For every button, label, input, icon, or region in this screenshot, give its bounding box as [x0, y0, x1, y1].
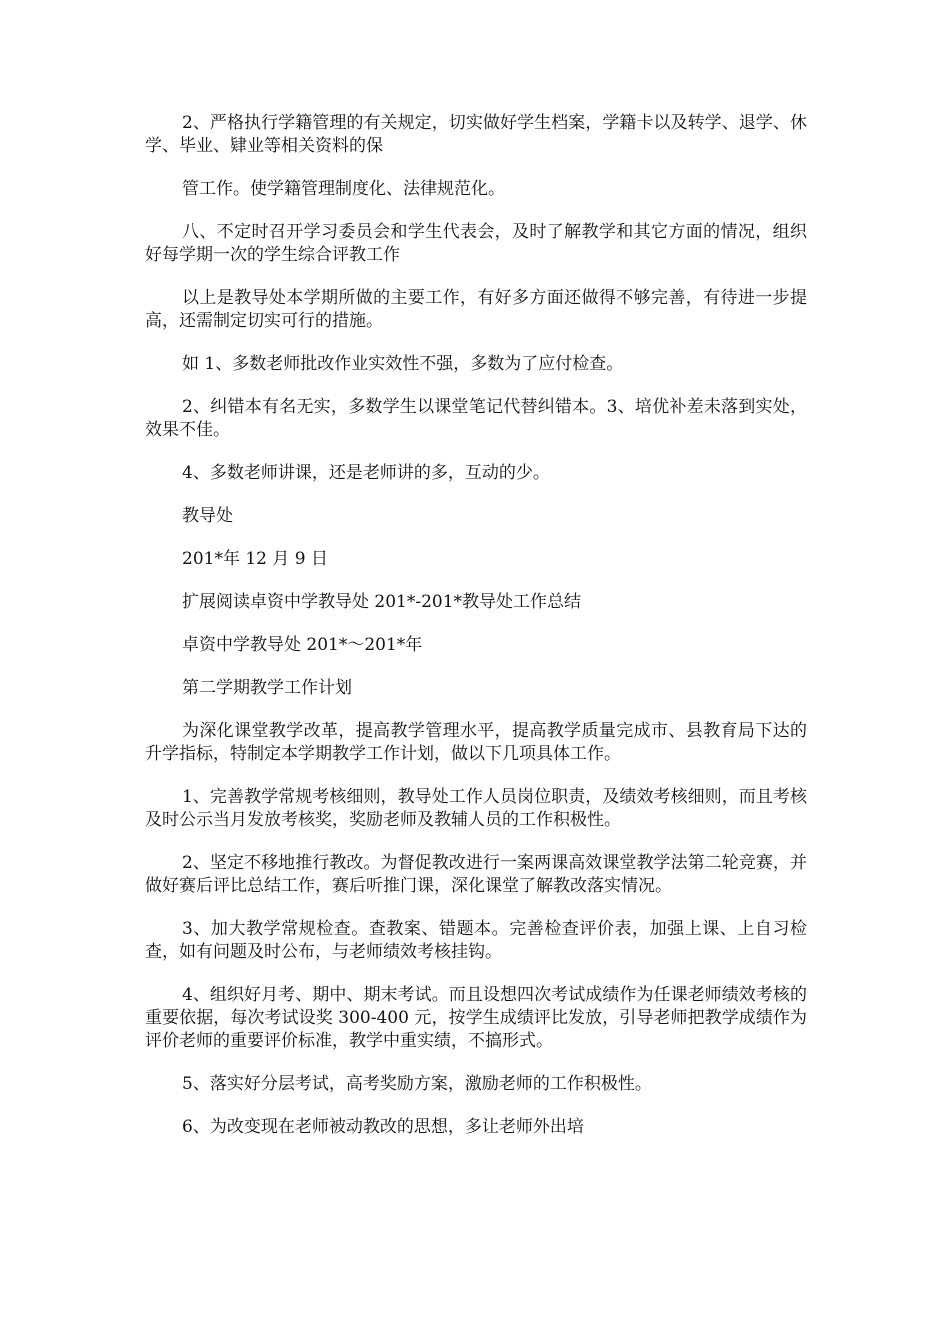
paragraph-records-management: 管工作。使学籍管理制度化、法律规范化。 [182, 179, 505, 199]
paragraph-issue-1: 如 1、多数老师批改作业实效性不强，多数为了应付检查。 [182, 354, 624, 374]
plan-item-2: 2、坚定不移地推行教改。为督促教改进行一案两课高效课堂教学法第二轮竞赛，并做好赛后评比总结工作，赛后听推门课，深化课堂了解教改落实情况。 [145, 853, 807, 896]
plan-item-4: 4、组织好月考、期中、期末考试。而且设想四次考试成绩作为任课老师绩效考核的重要依据，每次考试设奖 300-400 元，按学生成绩评比发放，引导老师把教学成绩作为评价老师的重要评价标准，教学中重实绩，不搞形式。 [145, 985, 807, 1051]
plan-item-6: 6、为改变现在老师被动教改的思想，多让老师外出培 [182, 1117, 584, 1137]
document-page [145, 112, 807, 1159]
signature-date: 201*年 12 月 9 日 [182, 549, 329, 569]
plan-item-3: 3、加大教学常规检查。查教案、错题本。完善检查评价表，加强上课、上自习检查，如有问题及时公布，与老师绩效考核挂钩。 [145, 919, 807, 962]
plan-heading-semester: 第二学期教学工作计划 [182, 678, 352, 698]
plan-intro: 为深化课堂教学改革，提高教学管理水平，提高教学质量完成市、县教育局下达的升学指标，特制定本学期教学工作计划，做以下几项具体工作。 [145, 721, 807, 764]
plan-item-1: 1、完善教学常规考核细则，教导处工作人员岗位职责，及绩效考核细则，而且考核及时公示当月发放考核奖，奖励老师及教辅人员的工作积极性。 [145, 787, 807, 830]
paragraph-issue-4: 4、多数老师讲课，还是老师讲的多，互动的少。 [182, 463, 550, 483]
paragraph-student-records: 2、严格执行学籍管理的有关规定，切实做好学生档案，学籍卡以及转学、退学、休学、毕业、肄业等相关资料的保 [145, 113, 807, 156]
plan-heading-school: 卓资中学教导处 201*～201*年 [182, 635, 423, 655]
extended-reading-title: 扩展阅读卓资中学教导处 201*-201*教导处工作总结 [182, 592, 582, 612]
plan-item-5: 5、落实好分层考试，高考奖励方案，激励老师的工作积极性。 [182, 1074, 652, 1094]
paragraph-summary: 以上是教导处本学期所做的主要工作，有好多方面还做得不够完善，有待进一步提高，还需制定切实可行的措施。 [145, 288, 807, 331]
paragraph-meetings: 八、不定时召开学习委员会和学生代表会，及时了解教学和其它方面的情况，组织好每学期一次的学生综合评教工作 [145, 222, 807, 265]
signature-office: 教导处 [182, 506, 233, 526]
paragraph-issue-2-3: 2、纠错本有名无实，多数学生以课堂笔记代替纠错本。3、培优补差未落到实处，效果不佳。 [145, 397, 807, 440]
